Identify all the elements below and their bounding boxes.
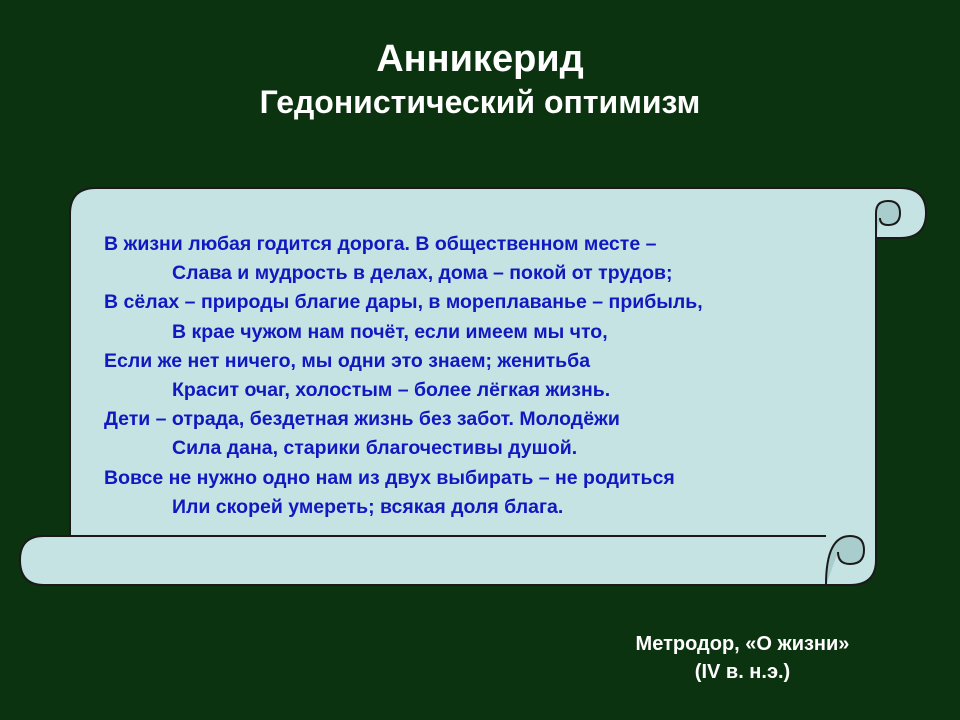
attribution-source: Метродор, «О жизни» — [635, 633, 850, 655]
attribution-date: (IV в. н.э.) — [694, 661, 791, 683]
poem-line: В сёлах – природы благие дары, в мореплаванье – прибыль, — [104, 291, 703, 314]
poem-text — [104, 230, 864, 522]
poem-line: Вовсе не нужно одно нам из двух выбирать – не родиться — [104, 466, 675, 489]
slide-title: Анникерид — [376, 38, 584, 80]
poem-line: Если же нет ничего, мы одни это знаем; женитьба — [104, 349, 591, 372]
poem-line: Красит очаг, холостым – более лёгкая жизнь. — [172, 378, 611, 401]
slide-subtitle: Гедонистический оптимизм — [259, 84, 701, 120]
poem-line: Слава и мудрость в делах, дома – покой от трудов; — [172, 262, 673, 285]
attribution — [600, 630, 885, 686]
poem-line: Или скорей умереть; всякая доля блага. — [172, 495, 564, 518]
poem-line: Сила дана, старики благочестивы душой. — [172, 437, 578, 460]
poem-line: В крае чужом нам почёт, если имеем мы что, — [172, 320, 608, 343]
poem-line: В жизни любая годится дорога. В общественном месте – — [104, 233, 657, 255]
poem-line: Дети – отрада, бездетная жизнь без забот. Молодёжи — [104, 408, 620, 431]
